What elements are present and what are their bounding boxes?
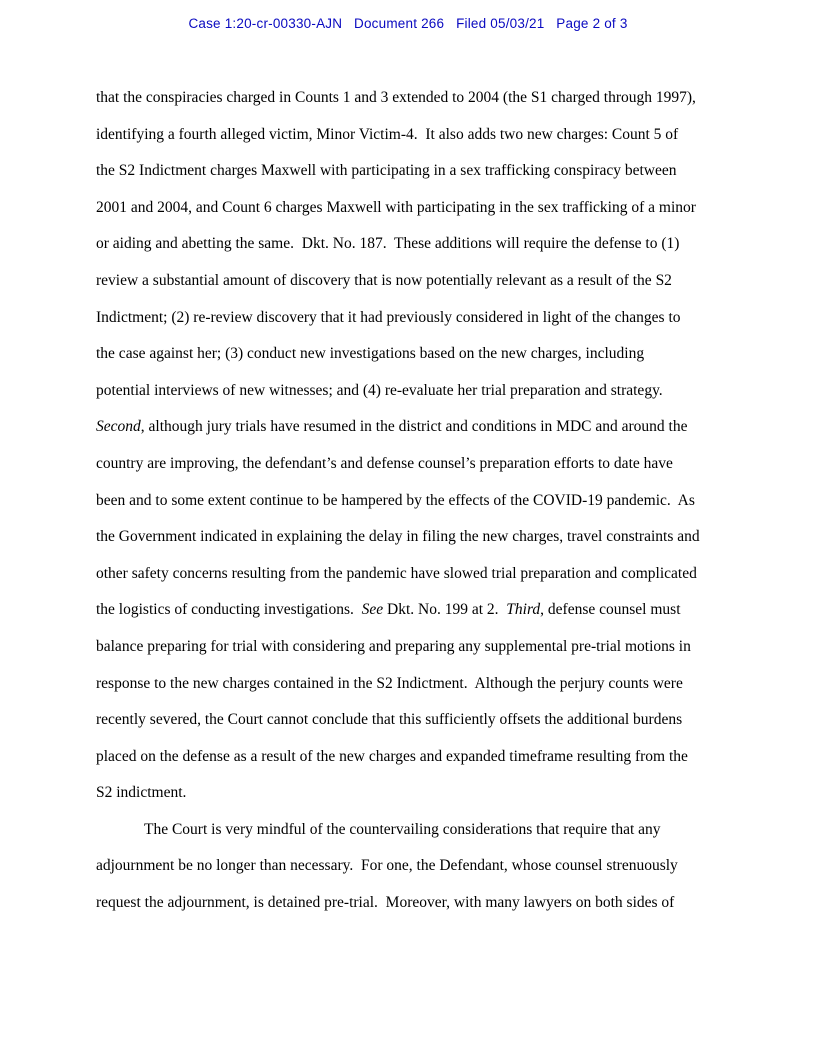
document-line — [96, 263, 736, 300]
text-run: recently severed, the Court cannot conclude that this sufficiently offsets the additional burdens — [96, 711, 683, 729]
document-line — [96, 739, 736, 776]
text-run: adjournment be no longer than necessary. For one, the Defendant, whose counsel strenuously — [96, 857, 678, 875]
text-run: response to the new charges contained in the S2 Indictment. Although the perjury counts were — [96, 674, 683, 692]
text-run: potential interviews of new witnesses; and (4) re-evaluate her trial preparation and strategy. — [96, 381, 663, 399]
document-line — [96, 848, 736, 885]
text-run: that the conspiracies charged in Counts 1 and 3 extended to 2004 (the S1 charged through 1997), — [96, 89, 696, 106]
text-run: Indictment; (2) re-review discovery that it had previously considered in light of the changes to — [96, 308, 681, 326]
document-line — [96, 153, 736, 190]
text-run: Dkt. No. 199 at 2. — [383, 601, 507, 619]
italic-text-run: Third — [506, 601, 541, 619]
document-line — [96, 226, 736, 263]
text-run: placed on the defense as a result of the new charges and expanded timeframe resulting from the — [96, 747, 688, 765]
document-line — [96, 190, 736, 227]
document-line — [96, 336, 736, 373]
text-run: balance preparing for trial with considering and preparing any supplemental pre-trial motions in — [96, 637, 691, 655]
text-run: the S2 Indictment charges Maxwell with participating in a sex trafficking conspiracy between — [96, 162, 677, 180]
italic-text-run: See — [361, 601, 384, 619]
document-line — [96, 885, 736, 922]
text-run: review a substantial amount of discovery that is now potentially relevant as a result of the S2 — [96, 271, 672, 289]
text-run: The Court is very mindful of the countervailing considerations that require that any — [144, 820, 661, 838]
document-line — [96, 702, 736, 739]
text-run: the logistics of conducting investigations. — [96, 601, 362, 619]
document-line — [96, 556, 736, 593]
text-run: request the adjournment, is detained pre-trial. Moreover, with many lawyers on both sides of — [96, 894, 675, 912]
document-line — [96, 300, 736, 337]
document-line — [96, 80, 736, 117]
document-line — [96, 592, 736, 629]
text-run: , defense counsel must — [540, 601, 681, 619]
text-run: S2 indictment. — [96, 784, 187, 802]
case-stamp: Case 1:20-cr-00330-AJN Document 266 Filed 05/03/21 Page 2 of 3 — [188, 16, 628, 31]
text-run: the case against her; (3) conduct new investigations based on the new charges, including — [96, 345, 645, 363]
document-body — [96, 80, 736, 922]
text-run: identifying a fourth alleged victim, Minor Victim-4. It also adds two new charges: Count 5 of — [96, 125, 679, 143]
document-line — [96, 409, 736, 446]
text-run: been and to some extent continue to be hampered by the effects of the COVID-19 pandemic. As — [96, 491, 695, 509]
document-line — [96, 812, 736, 849]
document-line — [96, 446, 736, 483]
document-line — [96, 666, 736, 703]
document-line — [96, 775, 736, 812]
text-run: country are improving, the defendant’s and defense counsel’s preparation efforts to date have — [96, 454, 673, 472]
document-line — [96, 483, 736, 520]
document-line — [96, 629, 736, 666]
text-run: other safety concerns resulting from the pandemic have slowed trial preparation and complicated — [96, 564, 697, 582]
text-run: the Government indicated in explaining the delay in filing the new charges, travel constraints and — [96, 528, 700, 546]
text-run: , although jury trials have resumed in the district and conditions in MDC and around the — [140, 418, 688, 436]
document-line — [96, 519, 736, 556]
document-line — [96, 117, 736, 154]
text-run: 2001 and 2004, and Count 6 charges Maxwell with participating in the sex trafficking of a minor — [96, 198, 696, 216]
document-line — [96, 373, 736, 410]
text-run: or aiding and abetting the same. Dkt. No. 187. These additions will require the defense to (1) — [96, 235, 680, 253]
italic-text-run: Second — [96, 418, 141, 436]
